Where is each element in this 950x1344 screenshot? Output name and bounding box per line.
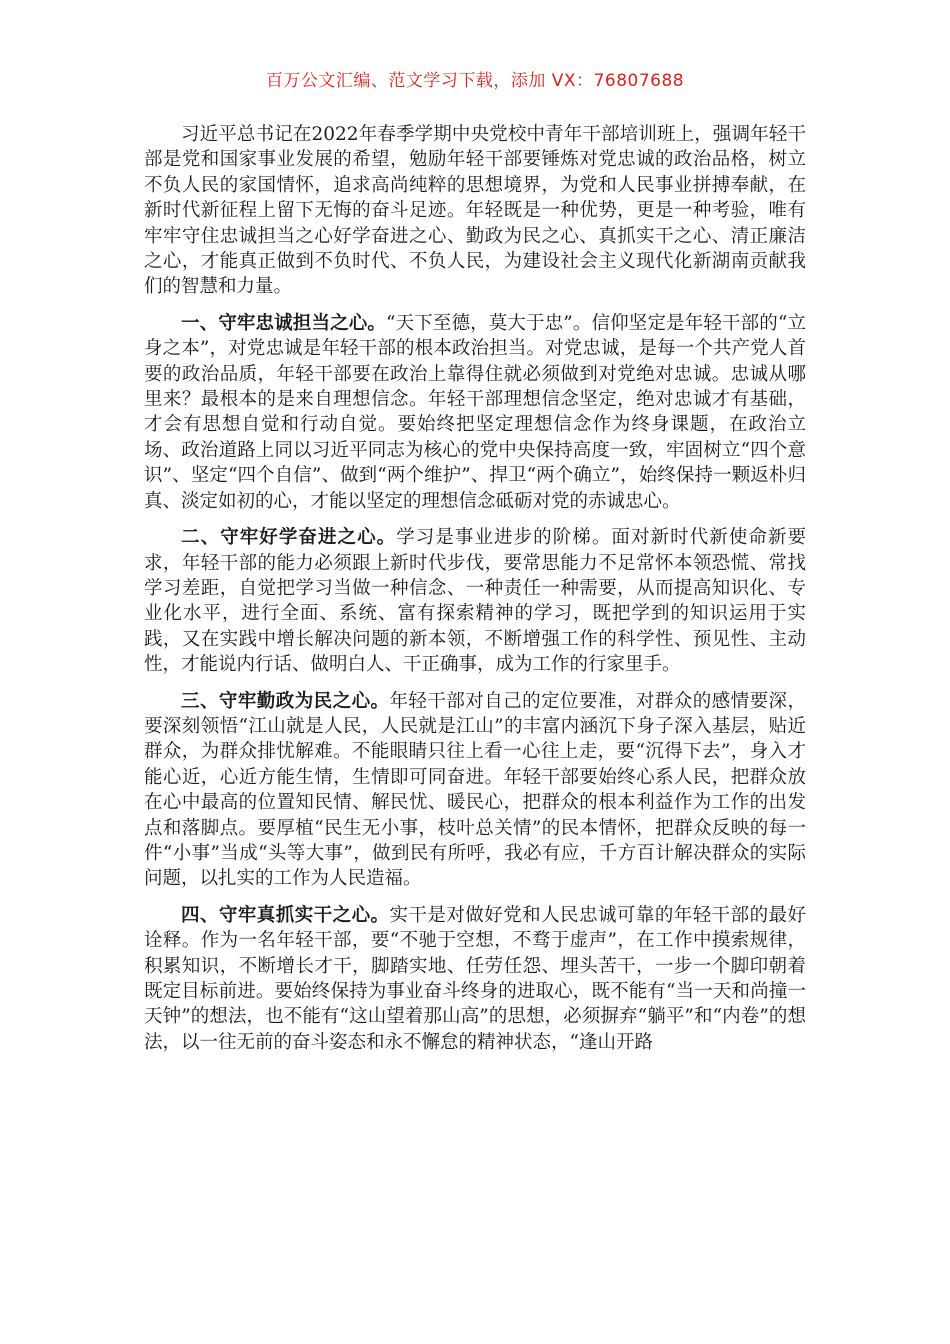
document-body	[144, 122, 806, 1066]
header-banner: 百万公文汇编、范文学习下载，添加 VX：76807688	[265, 71, 685, 91]
paragraph-text: 年轻干部对自己的定位要准，对群众的感情要深，要深刻领悟“江山就是人民，人民就是江山”的丰富内涵沉下身子深入基层，贴近群众，为群众排忧解难。不能眼睛只往上看一心往上走，要“沉得下去”，身入才能心近，心近方能生情，生情即可同奋进。年轻干部要始终心系人民，把群众放在心中最高的位置知民情、解民忧、暖民心，把群众的根本利益作为工作的出发点和落脚点。要厚植“民生无小事，枝叶总关情”的民本情怀，把群众反映的每一件“小事”当成“头等大事”，做到民有所呼，我必有应，千方百计解决群众的实际问题，以扎实的工作为人民造福。	[144, 690, 806, 890]
paragraph-section-3	[144, 689, 806, 892]
section-heading: 二、守牢好学奋进之心。	[181, 527, 397, 549]
paragraph-text: 学习是事业进步的阶梯。面对新时代新使命新要求，年轻干部的能力必须跟上新时代步伐，要常思能力不足常怀本领恐慌、常找学习差距，自觉把学习当做一种信念、一种责任一种需要，从而提高知识化、专业化水平，进行全面、系统、富有探索精神的学习，既把学到的知识运用于实践，又在实践中增长解决问题的新本领，不断增强工作的科学性、预见性、主动性，才能说内行话、做明白人、干正确事，成为工作的行家里手。	[144, 527, 806, 676]
paragraph-text: 习近平总书记在2022年春季学期中央党校中青年干部培训班上，强调年轻干部是党和国家事业发展的希望，勉励年轻干部要锤炼对党忠诚的政治品格，树立不负人民的家国情怀，追求高尚纯粹的思想境界，为党和人民事业拼搏奉献，在新时代新征程上留下无悔的奋斗足迹。年轻既是一种优势，更是一种考验，唯有牢牢守住忠诚担当之心好学奋进之心、勤政为民之心、真抓实干之心、清正廉洁之心，才能真正做到不负时代、不负人民，为建设社会主义现代化新湖南贡献我们的智慧和力量。	[144, 124, 806, 298]
paragraph-section-2	[144, 525, 806, 677]
section-heading: 四、守牢真抓实干之心。	[181, 904, 390, 926]
section-heading: 三、守牢勤政为民之心。	[181, 690, 390, 712]
paragraph-text: 实干是对做好党和人民忠诚可靠的年轻干部的最好诠释。作为一名年轻干部，要“不驰于空想，不骛于虚声”，在工作中摸索规律，积累知识，不断增长才干，脚踏实地、任劳任怨、埋头苦干，一步一个脚印朝着既定目标前进。要始终保持为事业奋斗终身的进取心，既不能有“当一天和尚撞一天钟”的想法，也不能有“这山望着那山高”的思想，必须摒弃“躺平”和“内卷”的想法，以一往无前的奋斗姿态和永不懈怠的精神状态，“逢山开路	[144, 904, 806, 1053]
section-heading: 一、守牢忠诚担当之心。	[181, 312, 386, 334]
paragraph-intro	[144, 122, 806, 300]
paragraph-text: “天下至德，莫大于忠”。信仰坚定是年轻干部的“立身之本”，对党忠诚是年轻干部的根本政治担当。对党忠诚，是每一个共产党人首要的政治品质，年轻干部要在政治上靠得住就必须做到对党绝对忠诚。忠诚从哪里来？最根本的是来自理想信念。年轻干部理想信念坚定，绝对忠诚才有基础，才会有思想自觉和行动自觉。要始终把坚定理想信念作为终身课题，在政治立场、政治道路上同以习近平同志为核心的党中央保持高度一致，牢固树立“四个意识”、坚定“四个自信”、做到“两个维护”、捍卫“两个确立”，始终保持一颗返朴归真、淡定如初的心，才能以坚定的理想信念砥砺对党的赤诚忠心。	[144, 312, 806, 512]
paragraph-section-1	[144, 311, 806, 514]
paragraph-section-4	[144, 903, 806, 1055]
